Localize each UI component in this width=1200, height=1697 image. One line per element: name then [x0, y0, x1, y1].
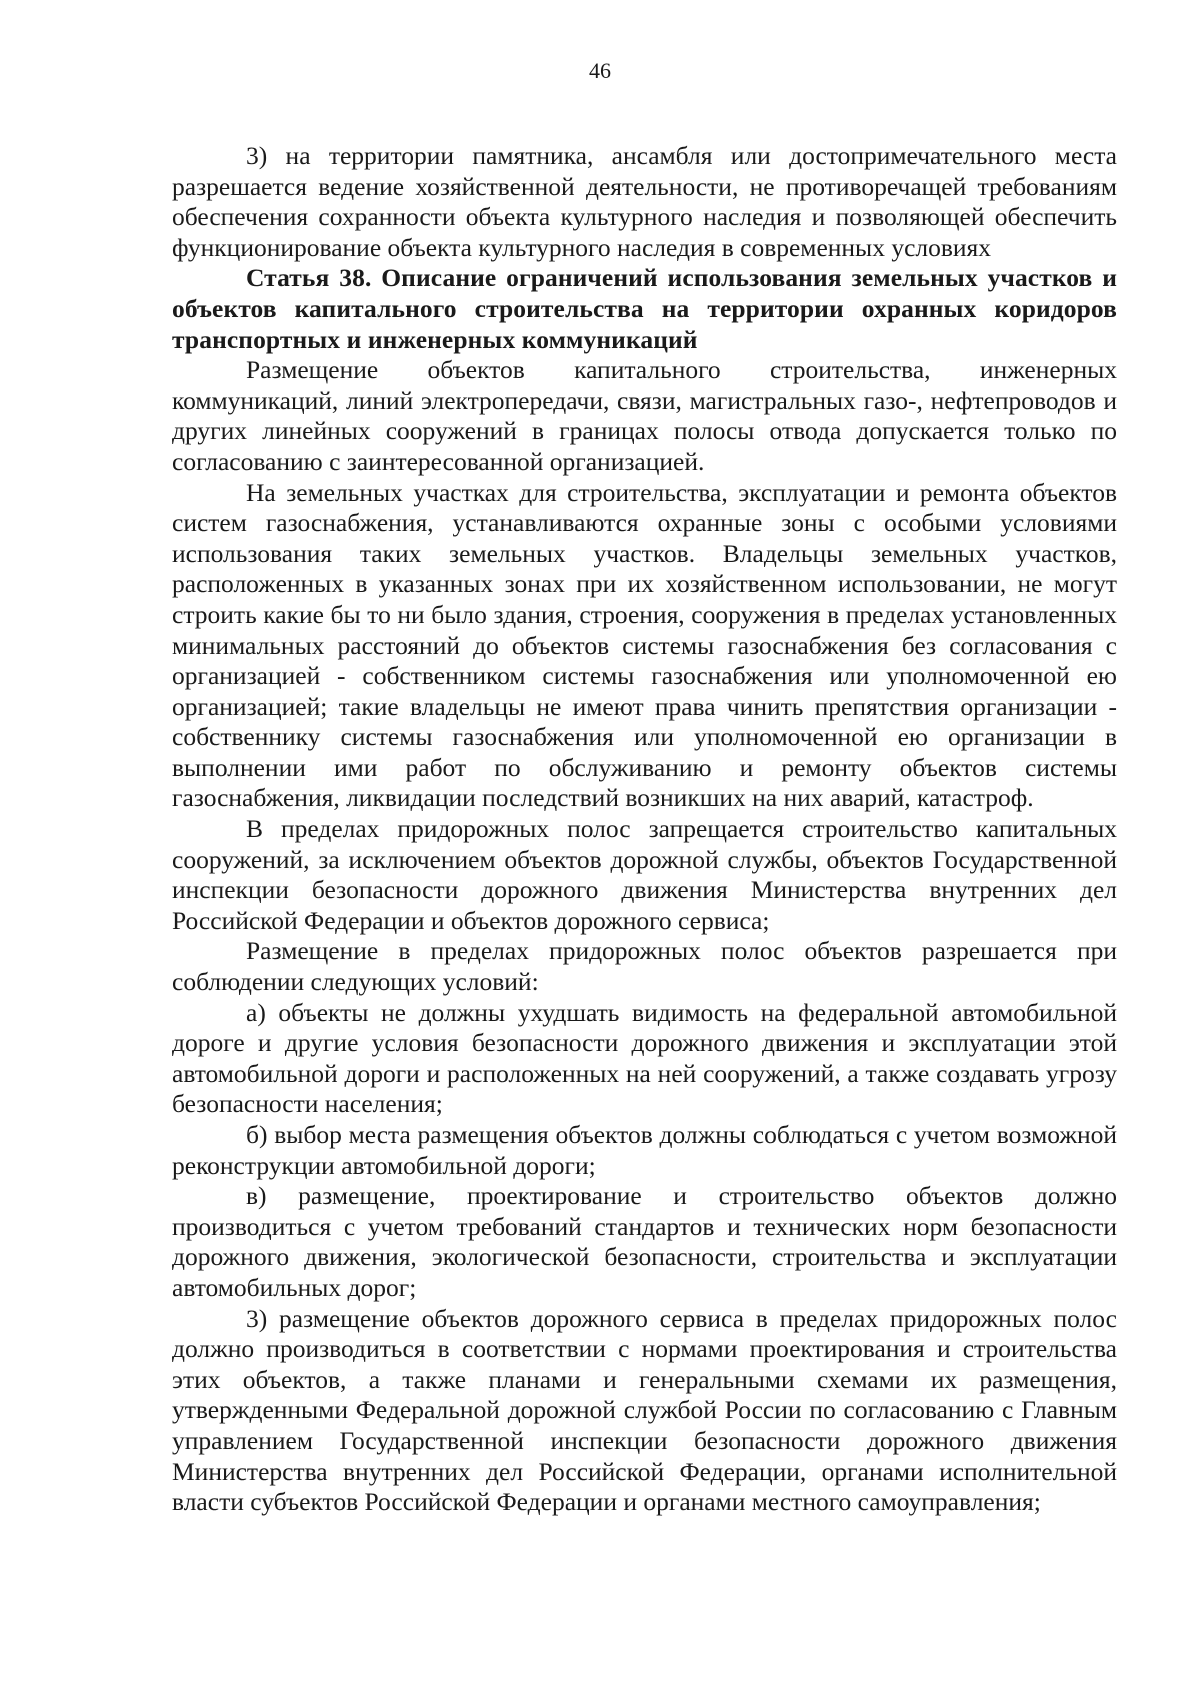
- paragraph-linear-structures: Размещение объектов капитального строительства, инженерных коммуникаций, линий электропередачи, связи, магистральных газо-, нефтепроводов и других линейных сооружений в границах полосы отвода допускается только по согласованию с заинтересованной организацией.: [172, 355, 1117, 476]
- paragraph-roadside-restrictions: В пределах придорожных полос запрещается строительство капитальных сооружений, за исключением объектов дорожной службы, объектов Государственной инспекции безопасности дорожного движения Министерства внутренних дел Российской Федерации и объектов дорожного сервиса;: [172, 814, 1117, 935]
- list-item-v: в) размещение, проектирование и строительство объектов должно производиться с учетом требований стандартов и технических норм безопасности дорожного движения, экологической безопасности, строительства и эксплуатации автомобильных дорог;: [172, 1181, 1117, 1302]
- list-item-b: б) выбор места размещения объектов должны соблюдаться с учетом возможной реконструкции автомобильной дороги;: [172, 1120, 1117, 1180]
- paragraph-placement-conditions: Размещение в пределах придорожных полос объектов разрешается при соблюдении следующих условий:: [172, 936, 1117, 997]
- page-body: [172, 141, 1117, 1518]
- list-item-3: 3) размещение объектов дорожного сервиса в пределах придорожных полос должно производиться в соответствии с нормами проектирования и строительства этих объектов, а также планами и генеральными схемами их размещения, утвержденными Федеральной дорожной службой России по согласованию с Главным управлением Государственной инспекции безопасности дорожного движения Министерства внутренних дел Российской Федерации, органами исполнительной власти субъектов Российской Федерации и органами местного самоуправления;: [172, 1303, 1117, 1517]
- list-item-a: а) объекты не должны ухудшать видимость на федеральной автомобильной дороге и другие условия безопасности дорожного движения и эксплуатации этой автомобильной дороги и расположенных на ней сооружений, а также создавать угрозу безопасности населения;: [172, 997, 1117, 1119]
- page-number: 46: [589, 58, 611, 83]
- article-38-heading: Статья 38. Описание ограничений использования земельных участков и объектов капитального строительства на территории охранных коридоров транспортных и инженерных коммуникаций: [172, 263, 1117, 354]
- paragraph-gas-supply-zones: На земельных участках для строительства, эксплуатации и ремонта объектов систем газоснабжения, устанавливаются охранные зоны с особыми условиями использования таких земельных участков. Владельцы земельных участков, расположенных в указанных зонах при их хозяйственном использовании, не могут строить какие бы то ни было здания, строения, сооружения в пределах установленных минимальных расстояний до объектов системы газоснабжения без согласования с организацией - собственником системы газоснабжения или уполномоченной ею организацией; такие владельцы не имеют права чинить препятствия организации - собственнику системы газоснабжения или уполномоченной ею организации в выполнении ими работ по обслуживанию и ремонту объектов системы газоснабжения, ликвидации последствий возникших на них аварий, катастроф.: [172, 477, 1117, 813]
- paragraph-monument-territory: 3) на территории памятника, ансамбля или достопримечательного места разрешается ведение хозяйственной деятельности, не противоречащей требованиям обеспечения сохранности объекта культурного наследия и позволяющей обеспечить функционирование объекта культурного наследия в современных условиях: [172, 141, 1117, 262]
